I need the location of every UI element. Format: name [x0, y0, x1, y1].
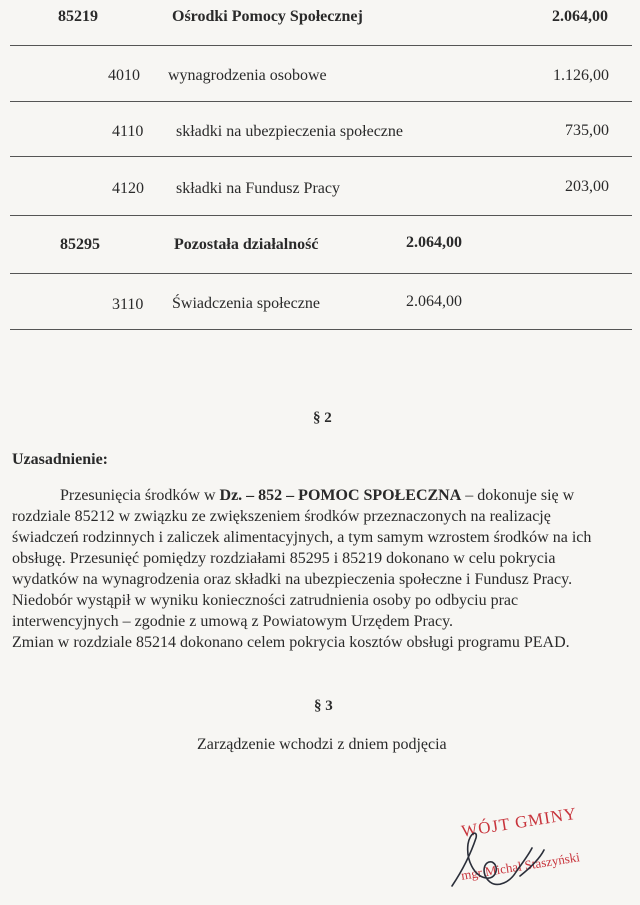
- table-rule: [10, 215, 632, 216]
- paragraph-label: składki na Fundusz Pracy: [176, 180, 340, 197]
- paragraph-code: 3110: [112, 296, 144, 313]
- section-heading-3: § 3: [314, 698, 333, 714]
- closing-statement: Zarządzenie wchodzi z dniem podjęcia: [197, 736, 447, 753]
- justification-paragraph: Zmian w rozdziale 85214 dokonano celem pokrycia kosztów obsługi programu PEAD.: [12, 634, 570, 651]
- official-stamp: [440, 803, 640, 905]
- table-rule: [10, 273, 632, 274]
- justification-title: Uzasadnienie:: [12, 451, 108, 468]
- stamp-title: WÓJT GMINY: [460, 803, 579, 841]
- text-run: – dokonuje się w rozdziale 85212 w związku ze zwiększeniem środków przeznaczonych na realizację świadczeń rodzinnych i zaliczek alimentacyjnych, a tym samym wzrostem środków na ich obsługę. Przesunięć pomiędzy rozdziałami 85295 i 85219 dokonano w celu pokrycia wydatków na wynagrodzenia oraz składki na ubezpieczenia społeczne i Fundusz Pracy. Niedobór wystąpił w wyniku konieczności zatrudnienia osoby po odbyciu prac interwencyjnych – zgodnie z umową z Powiatowym Urzędem Pracy.: [12, 487, 592, 630]
- stamp-name: mgr Michał Staszyński: [460, 849, 581, 883]
- paragraph-amount: 735,00: [565, 122, 609, 139]
- paragraph-amount: 1.126,00: [553, 67, 609, 84]
- chapter-code: 85219: [58, 8, 98, 25]
- paragraph-amount: 203,00: [565, 178, 609, 195]
- text-run: Przesunięcia środków w: [60, 487, 220, 504]
- paragraph-code: 4010: [108, 67, 140, 84]
- justification-text: [12, 485, 620, 653]
- paragraph-label: składki na ubezpieczenia społeczne: [176, 123, 403, 140]
- paragraph-label: Świadczenia społeczne: [172, 295, 320, 312]
- table-rule: [10, 101, 632, 102]
- chapter-label: Pozostała działalność: [174, 236, 319, 253]
- table-rule: [10, 45, 632, 46]
- table-rule: [10, 329, 632, 330]
- signature-icon: [440, 816, 640, 905]
- paragraph-code: 4120: [112, 180, 144, 197]
- justification-paragraph: [12, 485, 620, 632]
- table-rule: [10, 156, 632, 157]
- department-name: Dz. – 852 – POMOC SPOŁECZNA: [219, 487, 462, 504]
- chapter-amount: 2.064,00: [406, 234, 462, 251]
- section-heading-2: § 2: [313, 410, 332, 426]
- paragraph-label: wynagrodzenia osobowe: [168, 67, 327, 84]
- paragraph-amount: 2.064,00: [406, 293, 462, 310]
- chapter-amount: 2.064,00: [552, 8, 608, 25]
- paragraph-code: 4110: [112, 123, 144, 140]
- chapter-code: 85295: [60, 236, 100, 253]
- chapter-label: Ośrodki Pomocy Społecznej: [172, 8, 363, 25]
